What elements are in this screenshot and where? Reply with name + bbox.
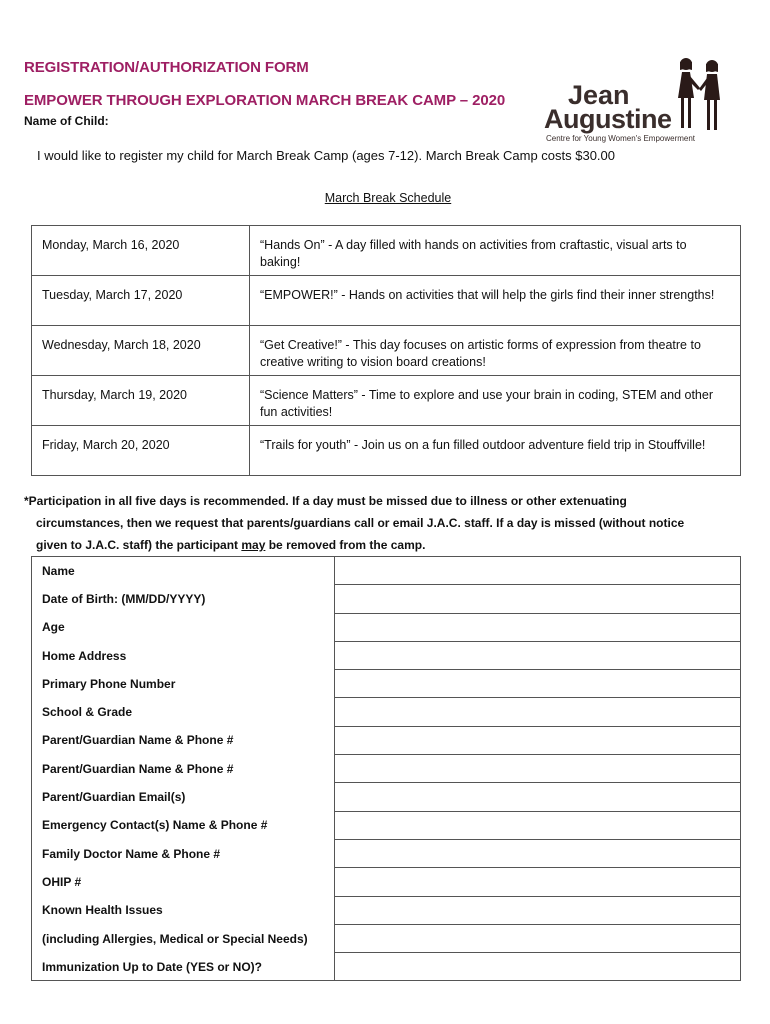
- form-field-input[interactable]: [335, 868, 741, 896]
- schedule-date: Thursday, March 19, 2020: [32, 376, 250, 426]
- form-field-input[interactable]: [335, 839, 741, 867]
- schedule-desc: “Hands On” - A day filled with hands on activities from craftastic, visual arts to baking!: [250, 226, 741, 276]
- schedule-desc: “Trails for youth” - Join us on a fun filled outdoor adventure field trip in Stouffville!: [250, 426, 741, 476]
- form-field-input[interactable]: [335, 755, 741, 783]
- form-row: [32, 924, 741, 952]
- form-field-input[interactable]: [335, 783, 741, 811]
- form-field-input[interactable]: [335, 641, 741, 669]
- schedule-table: [31, 225, 741, 476]
- form-field-label: School & Grade: [42, 705, 133, 720]
- note-emphasis-may: may: [241, 538, 266, 552]
- form-field-label: OHIP #: [42, 874, 82, 889]
- form-field-input[interactable]: [335, 953, 741, 981]
- form-row: [32, 557, 741, 585]
- note-line-1: *Participation in all five days is recommended. If a day must be missed due to illness or other extenuating: [24, 494, 627, 508]
- schedule-date: Wednesday, March 18, 2020: [32, 326, 250, 376]
- schedule-desc: “Get Creative!” - This day focuses on artistic forms of expression from theatre to creative writing to vision board creations!: [250, 326, 741, 376]
- note-line-3: [24, 534, 744, 556]
- form-row: [32, 670, 741, 698]
- form-row: [32, 613, 741, 641]
- form-row: [32, 698, 741, 726]
- schedule-row: [32, 326, 741, 376]
- schedule-date: Monday, March 16, 2020: [32, 226, 250, 276]
- form-row: [32, 726, 741, 754]
- form-field-input[interactable]: [335, 896, 741, 924]
- name-of-child-label: Name of Child:: [24, 114, 109, 128]
- form-field-label: Immunization Up to Date (YES or NO)?: [42, 959, 263, 974]
- jean-augustine-logo: [544, 54, 730, 148]
- form-field-label: Age: [42, 620, 65, 635]
- form-field-label: Parent/Guardian Name & Phone #: [42, 733, 234, 748]
- form-row: [32, 868, 741, 896]
- form-row: [32, 811, 741, 839]
- form-row: [32, 896, 741, 924]
- note-line-3-start: given to J.A.C. staff) the participant: [36, 538, 242, 552]
- schedule-row: [32, 276, 741, 326]
- note-line-2: circumstances, then we request that parents/guardians call or email J.A.C. staff. If a day is missed (without notice: [36, 516, 685, 530]
- schedule-row: [32, 426, 741, 476]
- form-row: [32, 783, 741, 811]
- form-field-label: (including Allergies, Medical or Special Needs): [42, 931, 308, 946]
- schedule-row: [32, 376, 741, 426]
- logo-line-augustine: Augustine: [544, 104, 672, 134]
- participation-note: [24, 490, 744, 556]
- form-field-input[interactable]: [335, 670, 741, 698]
- form-field-input[interactable]: [335, 811, 741, 839]
- form-field-label: Name: [42, 563, 75, 578]
- form-field-label: Primary Phone Number: [42, 676, 176, 691]
- form-row: [32, 953, 741, 981]
- note-line-3-end: be removed from the camp.: [265, 538, 426, 552]
- form-field-label: Family Doctor Name & Phone #: [42, 846, 221, 861]
- logo-line-jean: Jean: [568, 80, 630, 110]
- schedule-date: Friday, March 20, 2020: [32, 426, 250, 476]
- form-field-label: Home Address: [42, 648, 127, 663]
- form-row: [32, 585, 741, 613]
- registration-form-table: [31, 556, 741, 981]
- form-field-label: Date of Birth: (MM/DD/YYYY): [42, 591, 206, 606]
- form-field-input[interactable]: [335, 557, 741, 585]
- schedule-title: March Break Schedule: [324, 191, 452, 205]
- logo-tagline: Centre for Young Women's Empowerment: [546, 134, 696, 143]
- form-field-input[interactable]: [335, 585, 741, 613]
- form-row: [32, 839, 741, 867]
- form-field-input[interactable]: [335, 698, 741, 726]
- schedule-row: [32, 226, 741, 276]
- form-row: [32, 755, 741, 783]
- form-field-input[interactable]: [335, 924, 741, 952]
- two-girls-icon: [670, 54, 730, 138]
- form-title: REGISTRATION/AUTHORIZATION FORM: [24, 59, 309, 76]
- schedule-date: Tuesday, March 17, 2020: [32, 276, 250, 326]
- form-row: [32, 641, 741, 669]
- form-field-input[interactable]: [335, 613, 741, 641]
- schedule-desc: “Science Matters” - Time to explore and use your brain in coding, STEM and other fun activities!: [250, 376, 741, 426]
- intro-text: I would like to register my child for March Break Camp (ages 7-12). March Break Camp costs $30.00: [37, 148, 616, 163]
- form-field-label: Parent/Guardian Email(s): [42, 790, 186, 805]
- camp-title: EMPOWER THROUGH EXPLORATION MARCH BREAK CAMP – 2020: [24, 92, 506, 109]
- schedule-desc: “EMPOWER!” - Hands on activities that will help the girls find their inner strengths!: [250, 276, 741, 326]
- form-field-label: Emergency Contact(s) Name & Phone #: [42, 818, 268, 833]
- form-field-label: Known Health Issues: [42, 903, 163, 918]
- form-field-label: Parent/Guardian Name & Phone #: [42, 761, 234, 776]
- form-field-input[interactable]: [335, 726, 741, 754]
